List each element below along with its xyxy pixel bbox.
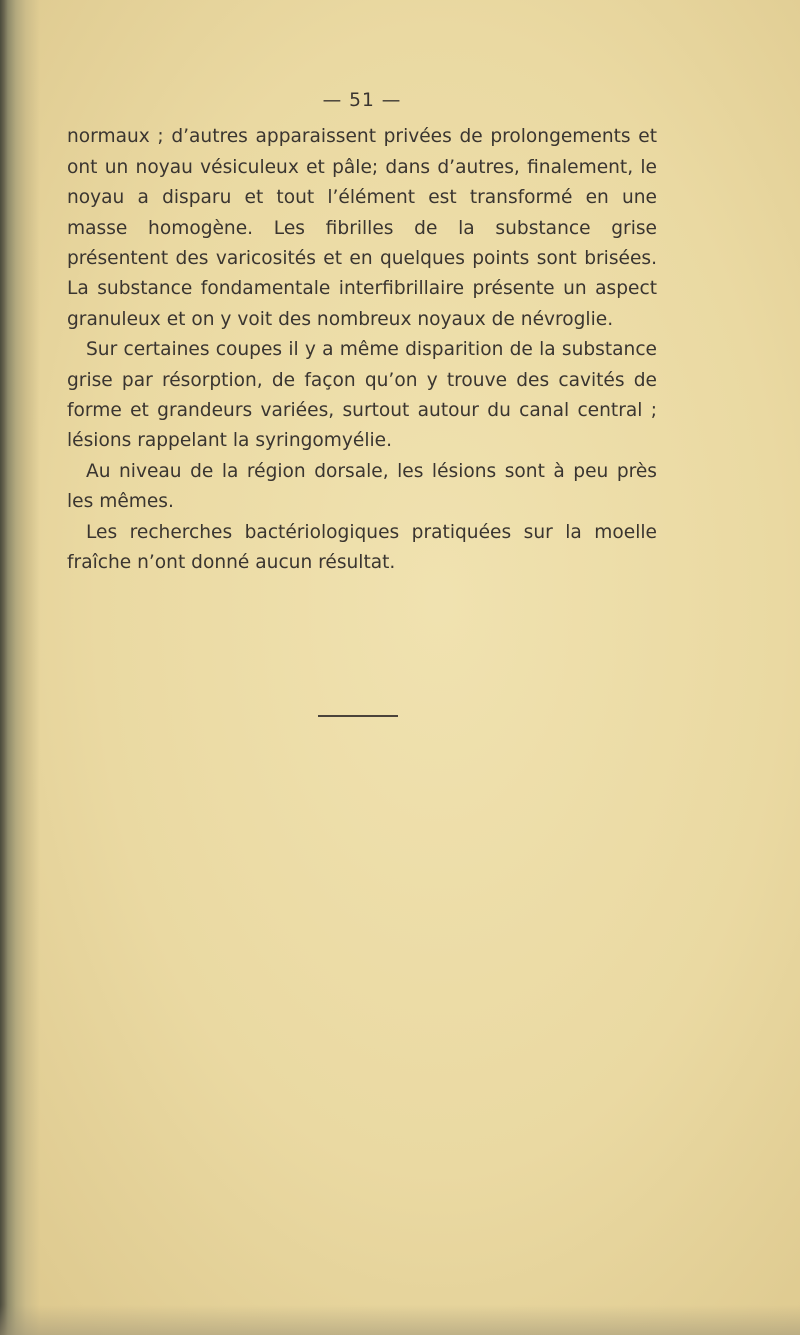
paragraph-dorsal-region: Au niveau de la région dorsale, les lésions sont à peu près les mêmes.: [67, 460, 657, 513]
page-text: [67, 86, 657, 579]
section-end-rule: [318, 715, 398, 717]
paragraph-resorption: Sur certaines coupes il y a même disparition de la substance grise par résorption, de façon qu’on y trouve des cavités de forme et grandeurs variées, surtout autour du canal central ; lésions rappelant la syringomyélie.: [67, 339, 657, 452]
page-number: — 51 —: [322, 90, 402, 111]
binding-edge: [0, 0, 40, 1335]
page-shadow: [0, 1305, 800, 1335]
paragraph-bacteriology: Les recherches bactériologiques pratiquées sur la moelle fraîche n’ont donné aucun résultat.: [67, 521, 657, 574]
paragraph-continuation: normaux ; d’autres apparaissent privées de prolongements et ont un noyau vésiculeux et pâle; dans d’autres, finalement, le noyau a disparu et tout l’élément est transformé en une masse homogène. Les fibrilles de la substance grise présentent des varicosités et en quelques points sont brisées. La substance fondamentale interfibrillaire présente un aspect granuleux et on y voit des nombreux noyaux de névroglie.: [67, 126, 657, 330]
